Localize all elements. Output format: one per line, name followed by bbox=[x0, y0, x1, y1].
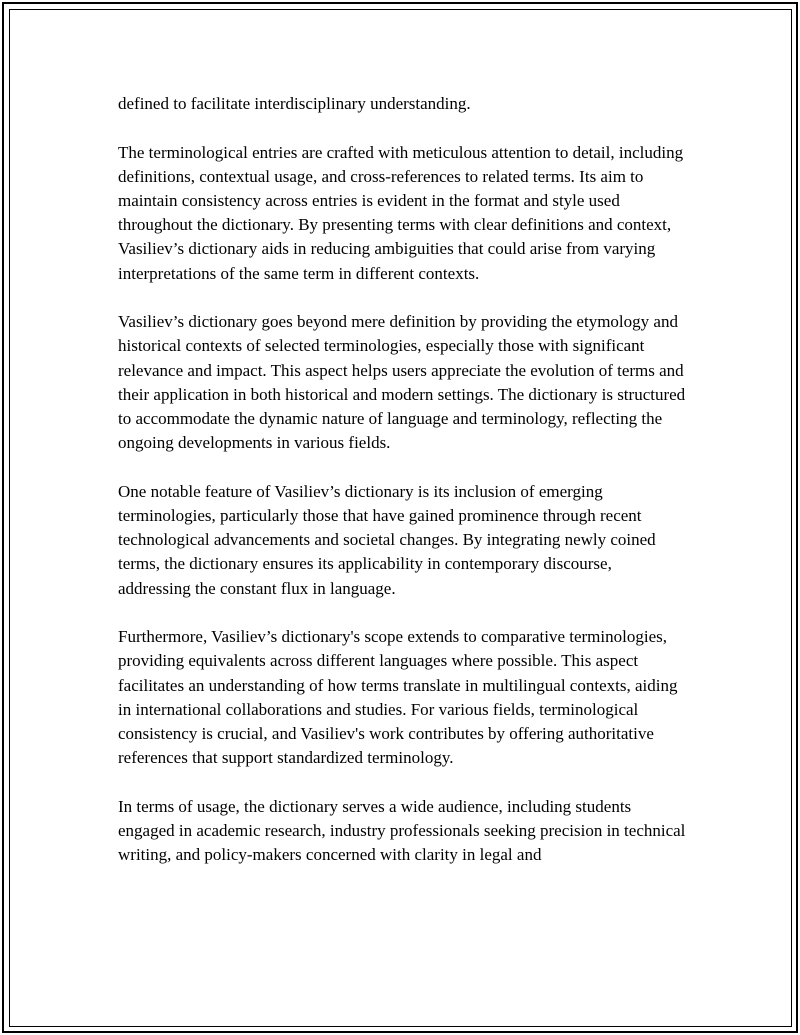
paragraph-2: The terminological entries are crafted with meticulous attention to detail, including definitions, contextual usage, and cross-references to related terms. Its aim to maintain consistency across entries is evident in the format and style used throughout the dictionary. By presenting terms with clear definitions and context, Vasiliev’s dictionary aids in reducing ambiguities that could arise from varying interpretations of the same term in different contexts. bbox=[118, 142, 684, 283]
document-body bbox=[118, 92, 688, 867]
paragraph-5: Furthermore, Vasiliev’s dictionary's scope extends to comparative terminologies, providing equivalents across different languages where possible. This aspect facilitates an understanding of how terms translate in multilingual contexts, aiding in international collaborations and studies. For various fields, terminological consistency is crucial, and Vasiliev's work contributes by offering authoritative references that support standardized terminology. bbox=[118, 627, 678, 768]
paragraph-1: defined to facilitate interdisciplinary understanding. bbox=[118, 94, 471, 113]
paragraph-6: In terms of usage, the dictionary serves a wide audience, including students engaged in academic research, industry professionals seeking precision in technical writing, and policy-makers concerned with clarity in legal and bbox=[118, 796, 686, 865]
paragraph-3: Vasiliev’s dictionary goes beyond mere definition by providing the etymology and historical contexts of selected terminologies, especially those with significant relevance and impact. This aspect helps users appreciate the evolution of terms and their application in both historical and modern settings. The dictionary is structured to accommodate the dynamic nature of language and terminology, reflecting the ongoing developments in various fields. bbox=[118, 312, 686, 453]
paragraph-4: One notable feature of Vasiliev’s dictionary is its inclusion of emerging terminologies, particularly those that have gained prominence through recent technological advancements and societal changes. By integrating newly coined terms, the dictionary ensures its applicability in contemporary discourse, addressing the constant flux in language. bbox=[118, 481, 656, 598]
